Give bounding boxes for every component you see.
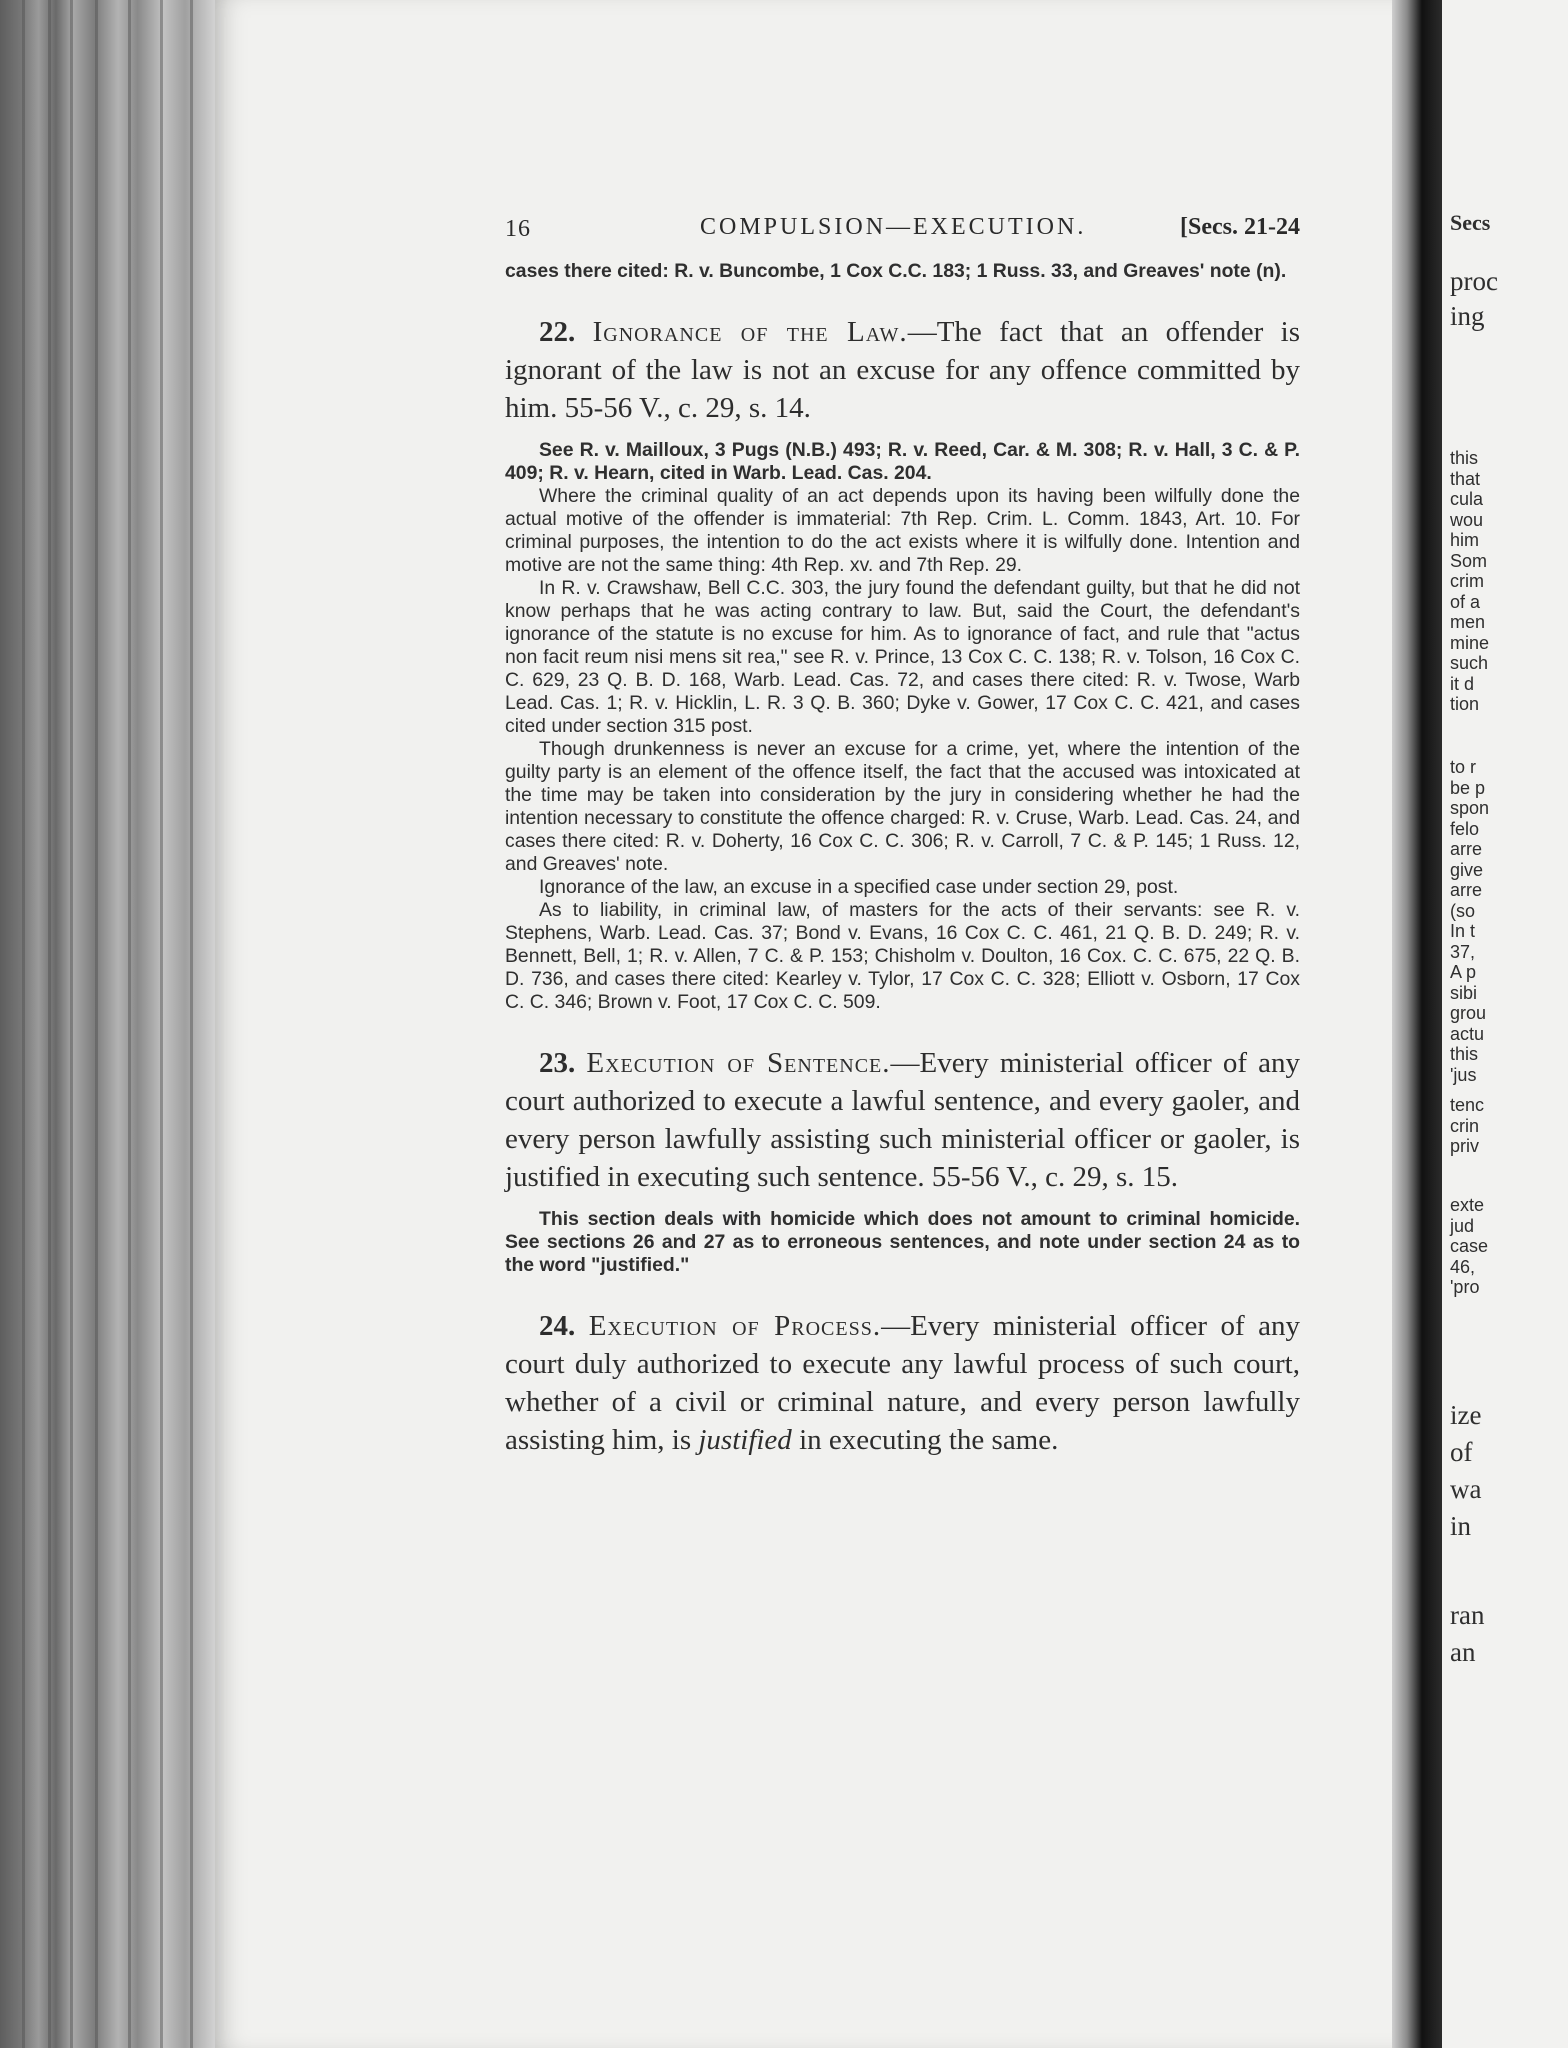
right-page-fragment: wa bbox=[1450, 1474, 1482, 1504]
right-page-fragment: such bbox=[1450, 653, 1489, 673]
right-page-fragment: that bbox=[1450, 468, 1481, 489]
right-page-fragment: proc bbox=[1450, 266, 1498, 296]
section-italic-word: justified bbox=[698, 1424, 792, 1456]
section-22-notes bbox=[505, 439, 1300, 1014]
right-page-fragment: 'jus bbox=[1450, 1064, 1477, 1085]
running-title: COMPULSION—EXECUTION. bbox=[700, 214, 1087, 240]
right-page-fragment: mine bbox=[1450, 632, 1490, 653]
right-page-fragment: ran bbox=[1450, 1600, 1485, 1630]
right-page-fragment: ize bbox=[1450, 1400, 1482, 1430]
section-text: —Every ministerial officer of any court authorized to execute a lawful sentence, and every gaoler, and every person lawfully assisting such ministerial officer or gaoler, is justified in executing such sentence. 55-56 V., c. 29, s. 15. bbox=[505, 1047, 1300, 1193]
section-text-end: in executing the same. bbox=[799, 1424, 1059, 1456]
right-page-fragment: A p bbox=[1450, 962, 1477, 982]
section-heading: Ignorance of the Law. bbox=[592, 316, 908, 348]
note-paragraph: This section deals with homicide which does not amount to criminal homicide. See sections 26 and 27 as to erroneous sentences, and note under section 24 as to the word "justified." bbox=[505, 1208, 1300, 1276]
right-page-fragment: an bbox=[1450, 1637, 1476, 1667]
section-number: 23. bbox=[539, 1047, 576, 1079]
page-number: 16 bbox=[505, 216, 531, 242]
right-page-fragment: crim bbox=[1450, 571, 1484, 591]
right-page-fragment: 46, bbox=[1450, 1256, 1476, 1277]
right-page-fragment: 37, bbox=[1450, 941, 1476, 962]
section-23-note bbox=[505, 1208, 1300, 1277]
right-page-fragment: this bbox=[1450, 448, 1479, 468]
right-page-fragment: (so bbox=[1450, 900, 1476, 921]
right-page-fragment: wou bbox=[1450, 509, 1484, 530]
right-page-fragment: sibi bbox=[1450, 982, 1478, 1003]
right-page-fragment: case bbox=[1450, 1236, 1489, 1256]
right-page-fragment: priv bbox=[1450, 1136, 1480, 1156]
section-heading: Execution of Process. bbox=[588, 1310, 882, 1342]
right-header: Secs bbox=[1450, 210, 1491, 235]
right-page-fragment: arre bbox=[1450, 839, 1483, 859]
section-text: —Every ministerial officer of any court duly authorized to execute any lawful process of such court, whether of a civil or criminal nature, and every person lawfully assisting him, is bbox=[505, 1310, 1301, 1456]
right-page-fragment: this bbox=[1450, 1044, 1479, 1064]
right-page-fragment: tion bbox=[1450, 694, 1480, 714]
right-page-fragment: give bbox=[1450, 859, 1484, 880]
right-page-fragment: crin bbox=[1450, 1115, 1480, 1136]
continuation-note bbox=[505, 260, 1300, 283]
right-page-fragment: arre bbox=[1450, 880, 1483, 900]
left-page-content bbox=[505, 208, 1300, 1459]
book-page-edges bbox=[0, 0, 215, 2048]
right-page-fragment: ing bbox=[1450, 301, 1485, 331]
right-page-fragment: Som bbox=[1450, 550, 1488, 571]
note-paragraph: Though drunkenness is never an excuse for a crime, yet, where the intention of the guilty party is an element of the offence itself, the fact that the accused was intoxicated at the time may be taken into consideration by the jury in considering whether he had the intention necessary to constitute the offence charged: R. v. Cruse, Warb. Lead. Cas. 24, and cases there cited: R. v. Doherty, 16 Cox C. C. 306; R. v. Carroll, 7 C. & P. 145; 1 Russ. 12, and Greaves' note. bbox=[505, 738, 1300, 875]
right-page-fragment: 'pro bbox=[1450, 1277, 1480, 1297]
right-page-fragment: felo bbox=[1450, 818, 1480, 839]
right-page-fragment: jud bbox=[1450, 1215, 1475, 1236]
right-page-fragment: grou bbox=[1450, 1003, 1487, 1023]
right-page-fragment: it d bbox=[1450, 673, 1475, 694]
right-page-fragment: be p bbox=[1450, 777, 1486, 798]
note-paragraph: As to liability, in criminal law, of masters for the acts of their servants: see R. v. Stephens, Warb. Lead. Cas. 37; Bond v. Evans, 16 Cox C. C. 461, 21 Q. B. D. 249; R. v. Bennett, Bell, 1; R. v. Allen, 7 C. & P. 153; Chisholm v. Doulton, 16 Cox. C. C. 675, 22 Q. B. D. 736, and cases there cited: Kearley v. Tylor, 17 Cox C. C. 328; Elliott v. Osborn, 17 Cox C. C. 346; Brown v. Foot, 17 Cox C. C. 509. bbox=[505, 899, 1300, 1013]
note-paragraph: Where the criminal quality of an act depends upon its having been wilfully done the actual motive of the offender is immaterial: 7th Rep. Crim. L. Comm. 1843, Art. 10. For criminal purposes, the intention to do the act exists where it is wilfully done. Intention and motive are not the same thing: 4th Rep. xv. and 7th Rep. 29. bbox=[505, 485, 1300, 576]
right-page-fragment: men bbox=[1450, 612, 1486, 632]
running-head bbox=[505, 208, 1300, 254]
right-page-fragment: of bbox=[1450, 1437, 1473, 1467]
section-24 bbox=[505, 1307, 1300, 1459]
right-page-fragment: in bbox=[1450, 1511, 1472, 1541]
section-number: 24. bbox=[539, 1310, 576, 1342]
right-page-fragment: cula bbox=[1450, 489, 1484, 509]
continuation-text: cases there cited: R. v. Buncombe, 1 Cox C.C. 183; 1 Russ. 33, and Greaves' note (n). bbox=[505, 260, 1287, 282]
note-paragraph: See R. v. Mailloux, 3 Pugs (N.B.) 493; R. v. Reed, Car. & M. 308; R. v. Hall, 3 C. & P. 409; R. v. Hearn, cited in Warb. Lead. Cas. 204. bbox=[505, 439, 1300, 484]
right-page-fragment: to r bbox=[1450, 757, 1477, 777]
section-23 bbox=[505, 1044, 1300, 1196]
section-range: [Secs. 21-24 bbox=[1180, 214, 1300, 240]
section-text: —The fact that an offender is ignorant of the law is not an excuse for any offence committed by him. 55-56 V., c. 29, s. 14. bbox=[505, 316, 1301, 424]
right-page-fragment: In t bbox=[1450, 921, 1476, 941]
right-page-fragment: exte bbox=[1450, 1195, 1485, 1215]
right-page-fragment: spon bbox=[1450, 798, 1490, 818]
book-gutter bbox=[1392, 0, 1442, 2048]
right-page-fragment: him bbox=[1450, 530, 1480, 550]
section-heading: Execution of Sentence. bbox=[586, 1047, 891, 1079]
right-page bbox=[1442, 0, 1568, 2048]
note-paragraph: Ignorance of the law, an excuse in a specified case under section 29, post. bbox=[539, 876, 1179, 898]
section-number: 22. bbox=[539, 316, 576, 348]
right-page-fragment: actu bbox=[1450, 1023, 1485, 1044]
note-paragraph: In R. v. Crawshaw, Bell C.C. 303, the jury found the defendant guilty, but that he did not know perhaps that he was acting contrary to law. But, said the Court, the defendant's ignorance of the statute is no excuse for him. As to ignorance of fact, and rule that "actus non facit reum nisi mens sit rea," see R. v. Prince, 13 Cox C. C. 138; R. v. Tolson, 16 Cox C. C. 629, 23 Q. B. D. 168, Warb. Lead. Cas. 72, and cases there cited: R. v. Twose, Warb Lead. Cas. 1; R. v. Hicklin, L. R. 3 Q. B. 360; Dyke v. Gower, 17 Cox C. C. 421, and cases cited under section 315 post. bbox=[505, 577, 1300, 737]
right-page-fragment: of a bbox=[1450, 591, 1481, 612]
right-page-fragment: tenc bbox=[1450, 1095, 1485, 1115]
section-22 bbox=[505, 313, 1300, 427]
